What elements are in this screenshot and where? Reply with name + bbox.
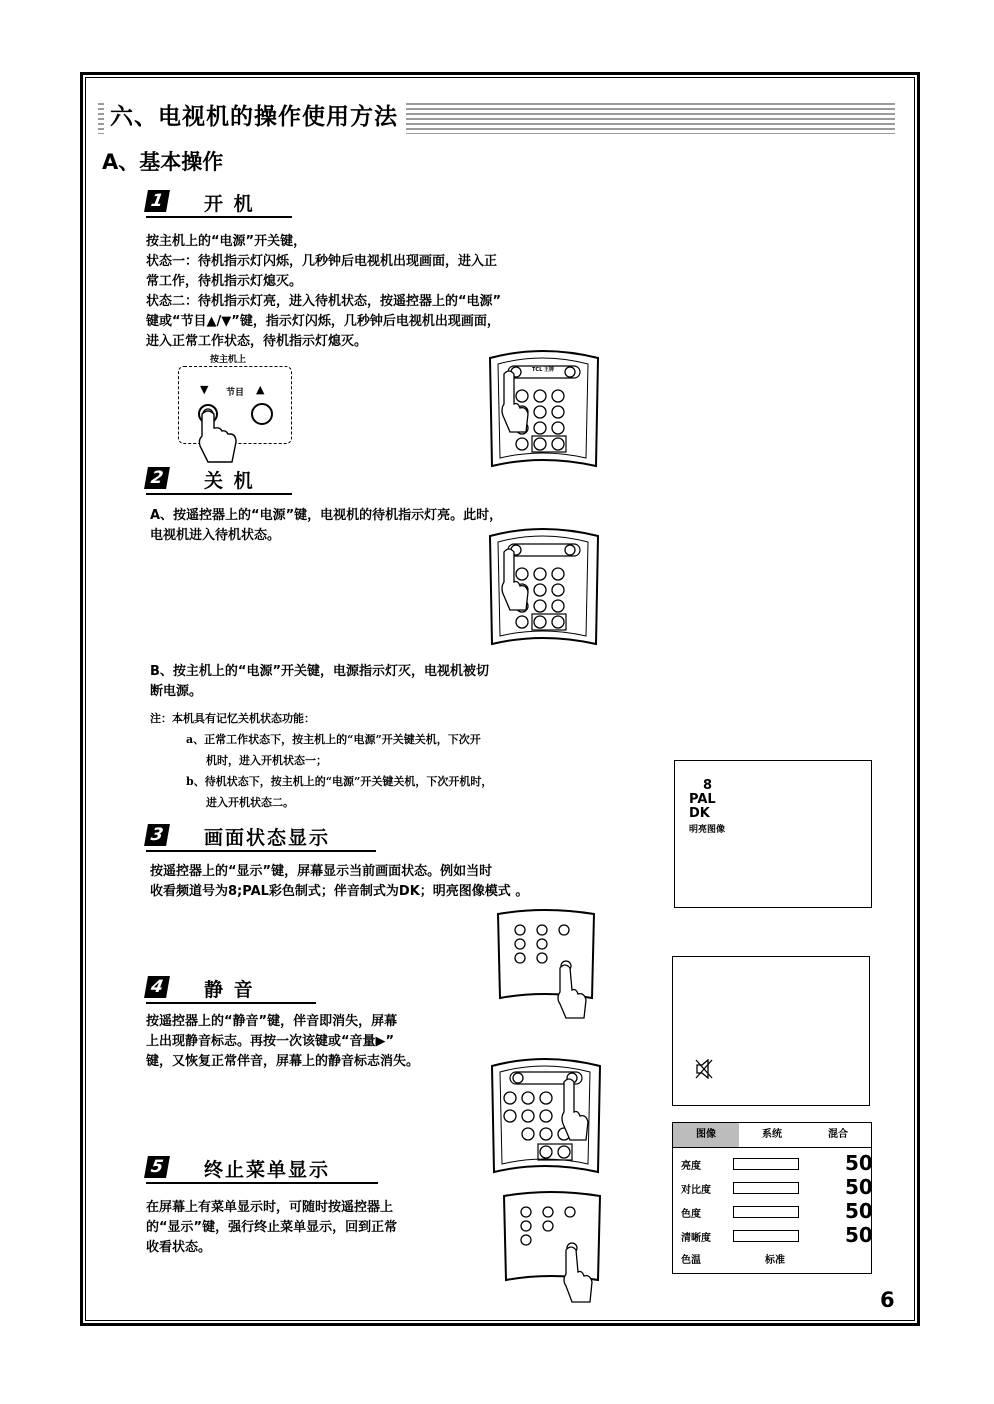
s5-text	[146, 1198, 397, 1258]
menu-row-bar	[733, 1158, 799, 1170]
text-line: 收看状态。	[146, 1240, 212, 1255]
memory-note	[150, 708, 492, 813]
text-line: 机时，进入开机状态一；	[206, 754, 327, 767]
text-line: 注：本机具有记忆关机状态功能：	[150, 712, 315, 725]
remote-brand-label: TCL 王牌	[532, 367, 555, 373]
text-line: 状态一：待机指示灯闪烁，几秒钟后电视机出现画面，进入正	[146, 254, 498, 269]
text-line: 电视机进入待机状态。	[150, 528, 281, 543]
menu-tabs	[673, 1123, 871, 1148]
menu-row-value: 50	[845, 1223, 873, 1247]
subheading-label: 开 机	[204, 193, 255, 215]
subheading-1	[146, 190, 292, 218]
s4-text	[146, 1012, 419, 1072]
subheading-3	[146, 824, 376, 852]
subheading-5	[146, 1156, 378, 1184]
s2-text-b	[150, 662, 489, 702]
menu-tab-system[interactable]: 系统	[762, 1129, 782, 1140]
down-arrow-icon: ▼	[200, 383, 209, 396]
remote-control-mute	[484, 1054, 608, 1178]
text-line: 上出现静音标志。再按一次该键或“音量▶”	[146, 1034, 395, 1049]
menu-color-temp-label: 色温	[681, 1255, 701, 1266]
menu-color-temp-value[interactable]: 标准	[765, 1255, 785, 1266]
menu-row-sharpness[interactable]	[681, 1223, 873, 1247]
text-line: 收看频道号为8;PAL彩色制式；伴音制式为DK；明亮图像模式 。	[150, 884, 529, 899]
hand-press-icon	[188, 396, 278, 466]
text-line: a、正常工作状态下，按主机上的“电源”开关键关机，下次开	[186, 733, 481, 746]
remote-display-key-exit	[500, 1190, 604, 1306]
menu-row-label: 对比度	[681, 1185, 711, 1196]
chapter-title: 六、电视机的操作使用方法	[104, 100, 406, 134]
text-line: 状态二：待机指示灯亮，进入待机状态，按遥控器上的“电源”	[146, 294, 502, 309]
subheading-4	[146, 976, 316, 1004]
menu-row-bar	[733, 1206, 799, 1218]
menu-tab-mixed[interactable]: 混合	[828, 1129, 848, 1140]
osd-channel: 8	[703, 778, 713, 793]
subheading-number: 5	[144, 1156, 170, 1178]
menu-row-bar	[733, 1230, 799, 1242]
osd-picture-mode: 明亮图像	[689, 825, 726, 835]
channel-label: 节目	[226, 388, 245, 398]
subheading-label: 静 音	[204, 979, 255, 1001]
menu-row-label: 色度	[681, 1209, 701, 1220]
text-line: 键或“节目▲/▼”键，指示灯闪烁，几秒钟后电视机出现画面，	[146, 314, 500, 329]
tv-screen-menu	[672, 1122, 872, 1274]
subheading-number: 3	[144, 824, 170, 846]
subheading-label: 画面状态显示	[204, 827, 331, 849]
text-line: 在屏幕上有菜单显示时，可随时按遥控器上	[146, 1200, 394, 1215]
text-line: b、待机状态下，按主机上的“电源”开关键关机，下次开机时，	[186, 775, 493, 788]
text-line: 键，又恢复正常伴音，屏幕上的静音标志消失。	[146, 1054, 420, 1069]
tv-screen-status	[674, 760, 872, 908]
text-line: B、按主机上的“电源”开关键，电源指示灯灭，电视机被切	[150, 664, 489, 679]
text-line: 的“显示”键，强行终止菜单显示，回到正常	[146, 1220, 398, 1235]
text-line: 进入开机状态二。	[206, 796, 294, 809]
s3-text	[150, 862, 528, 902]
text-line: 常工作，待机指示灯熄灭。	[146, 274, 303, 289]
menu-row-value: 50	[845, 1175, 873, 1199]
text-line: A、按遥控器上的“电源”键，电视机的待机指示灯亮。此时，	[150, 508, 503, 523]
menu-row-value: 50	[845, 1151, 873, 1175]
text-line: 按主机上的“电源”开关键，	[146, 234, 307, 249]
up-arrow-icon: ▲	[256, 383, 265, 396]
menu-row-bar-fill	[734, 1207, 766, 1217]
subheading-number: 4	[144, 976, 170, 998]
menu-row-contrast[interactable]	[681, 1175, 873, 1199]
s2-text-a	[150, 506, 502, 546]
s1-text	[146, 232, 501, 352]
remote-display-key	[494, 908, 598, 1022]
tv-screen-mute	[672, 956, 870, 1106]
menu-tab-picture[interactable]: 图像	[673, 1123, 739, 1147]
osd-color-system: PAL	[689, 792, 716, 807]
menu-row-bar-fill	[734, 1183, 766, 1193]
menu-row-color[interactable]	[681, 1199, 873, 1223]
menu-row-label: 清晰度	[681, 1233, 711, 1244]
remote-control-power	[482, 346, 606, 472]
menu-row-label: 亮度	[681, 1161, 701, 1172]
text-line: 按遥控器上的“静音”键，伴音即消失，屏幕	[146, 1014, 398, 1029]
subheading-number: 1	[144, 190, 170, 212]
text-line: 断电源。	[150, 684, 203, 699]
menu-row-bar-fill	[734, 1159, 766, 1169]
menu-row-bar-fill	[734, 1231, 766, 1241]
page-number: 6	[880, 1288, 895, 1312]
menu-row-bar	[733, 1182, 799, 1194]
section-title: A、基本操作	[102, 150, 224, 174]
mute-icon	[695, 1059, 713, 1079]
subheading-label: 关 机	[204, 470, 255, 492]
remote-control-standby	[482, 524, 606, 650]
osd-sound-system: DK	[689, 806, 710, 821]
subheading-2	[146, 467, 292, 495]
text-line: 按遥控器上的“显示”键，屏幕显示当前画面状态。例如当时	[150, 864, 493, 879]
panel-caption: 按主机上	[210, 355, 247, 365]
menu-row-brightness[interactable]	[681, 1151, 873, 1175]
subheading-label: 终止菜单显示	[204, 1159, 331, 1181]
menu-row-value: 50	[845, 1199, 873, 1223]
subheading-number: 2	[144, 467, 170, 489]
text-line: 进入正常工作状态，待机指示灯熄灭。	[146, 334, 368, 349]
